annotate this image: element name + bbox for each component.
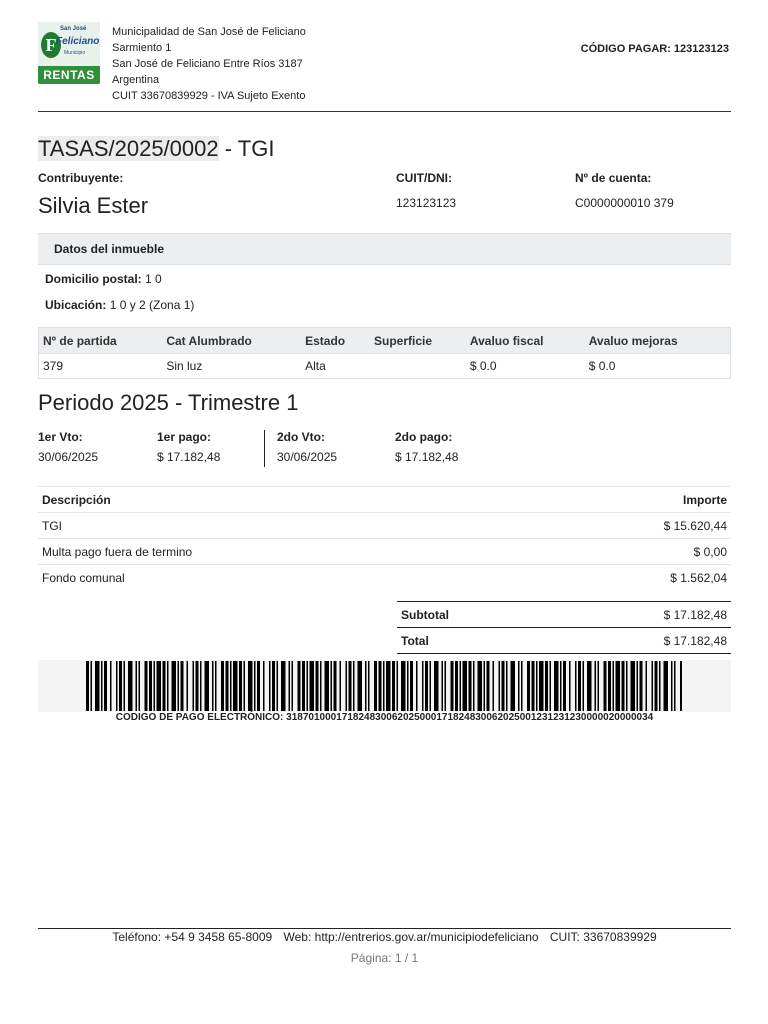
total-label: Total bbox=[397, 628, 544, 654]
municipality-logo bbox=[38, 22, 100, 84]
second-payment-label: 2do pago: bbox=[395, 430, 453, 444]
table-cell: Sin luz bbox=[166, 359, 203, 373]
postal-address bbox=[45, 272, 162, 286]
table-cell: $ 0.0 bbox=[469, 359, 497, 373]
table-row bbox=[38, 539, 731, 565]
issuer-cuit: CUIT 33670839929 - IVA Sujeto Exento bbox=[112, 90, 306, 102]
footer-web-link[interactable]: Web: http://entrerios.gov.ar/municipiodefeliciano bbox=[283, 930, 539, 944]
totals-table bbox=[397, 601, 731, 654]
taxpayer-label: Contribuyente: bbox=[38, 171, 124, 185]
column-header: Cat Alumbrado bbox=[162, 328, 301, 354]
footer-divider bbox=[38, 928, 731, 929]
pay-code: CÓDIGO PAGAR: 123123123 bbox=[580, 43, 729, 55]
property-section-header bbox=[38, 233, 731, 265]
document-number[interactable]: TASAS/2025/0002 bbox=[38, 136, 219, 161]
subtotal-row bbox=[397, 602, 731, 628]
cuit-value: 123123123 bbox=[396, 196, 457, 210]
subtotal-label: Subtotal bbox=[397, 602, 544, 628]
table-cell: 379 bbox=[43, 359, 64, 373]
first-due-label: 1er Vto: bbox=[38, 430, 83, 444]
item-description: Multa pago fuera de termino bbox=[38, 539, 515, 565]
page-number: Página: 1 / 1 bbox=[350, 951, 419, 965]
taxpayer-name: Silvia Ester bbox=[38, 193, 149, 218]
table-row bbox=[38, 565, 731, 591]
document-type: - TGI bbox=[218, 136, 275, 161]
due-divider bbox=[264, 430, 265, 467]
property-section-title: Datos del inmueble bbox=[54, 242, 165, 256]
issuer-country: Argentina bbox=[112, 74, 160, 86]
first-payment-label: 1er pago: bbox=[157, 430, 212, 444]
item-description: Fondo comunal bbox=[38, 565, 515, 591]
account-value: C0000000010 379 bbox=[575, 196, 674, 210]
second-due-value: 30/06/2025 bbox=[277, 450, 338, 464]
total-value: $ 17.182,48 bbox=[544, 628, 731, 654]
location-label: Ubicación: bbox=[45, 298, 107, 312]
issuer-street: Sarmiento 1 bbox=[112, 42, 172, 54]
description-header: Descripción bbox=[38, 487, 515, 513]
table-cell bbox=[370, 354, 466, 379]
charges-table-header bbox=[38, 487, 731, 513]
logo-f-icon: F bbox=[41, 32, 61, 58]
second-payment bbox=[395, 430, 458, 464]
column-header: Avaluo fiscal bbox=[466, 328, 585, 354]
property-table bbox=[38, 327, 731, 379]
document-title bbox=[38, 136, 274, 162]
logo-sub-text: Municipio bbox=[64, 50, 86, 56]
location-value: 1 0 y 2 (Zona 1) bbox=[109, 298, 195, 312]
table-row bbox=[38, 513, 731, 539]
logo-rentas-band: RENTAS bbox=[38, 67, 100, 84]
second-due-label: 2do Vto: bbox=[277, 430, 325, 444]
barcode-area bbox=[38, 660, 731, 712]
electronic-payment-code: CODIGO DE PAGO ELECTRÓNICO: 318701000171824830062025000171824830062025001231231230000020000034 bbox=[115, 712, 654, 723]
account-label: Nº de cuenta: bbox=[575, 171, 652, 185]
footer-contact bbox=[38, 930, 731, 944]
property-table-header bbox=[39, 328, 731, 354]
cuit-label: CUIT/DNI: bbox=[396, 171, 452, 185]
issuer-info bbox=[112, 24, 306, 104]
period-title: Periodo 2025 - Trimestre 1 bbox=[38, 390, 299, 415]
amount-header: Importe bbox=[515, 487, 731, 513]
table-cell: Alta bbox=[305, 359, 326, 373]
column-header: Nº de partida bbox=[39, 328, 163, 354]
second-payment-value: $ 17.182,48 bbox=[395, 450, 459, 464]
footer-cuit: CUIT: 33670839929 bbox=[549, 930, 657, 944]
first-payment bbox=[157, 430, 220, 464]
footer-phone: Teléfono: +54 9 3458 65-8009 bbox=[112, 930, 273, 944]
first-due bbox=[38, 430, 98, 464]
logo-main-text: Feliciano bbox=[56, 36, 100, 47]
subtotal-value: $ 17.182,48 bbox=[544, 602, 731, 628]
postal-address-value: 1 0 bbox=[145, 272, 162, 286]
first-payment-value: $ 17.182,48 bbox=[157, 450, 221, 464]
total-row bbox=[397, 628, 731, 654]
logo-small-text: San José bbox=[60, 26, 87, 32]
charges-table bbox=[38, 486, 731, 591]
issuer-name: Municipalidad de San José de Feliciano bbox=[112, 26, 306, 38]
second-due bbox=[277, 430, 337, 464]
table-cell: $ 0.0 bbox=[588, 359, 616, 373]
item-amount: $ 15.620,44 bbox=[515, 513, 731, 539]
item-amount: $ 1.562,04 bbox=[515, 565, 731, 591]
first-due-value: 30/06/2025 bbox=[38, 450, 99, 464]
column-header: Avaluo mejoras bbox=[585, 328, 731, 354]
postal-address-label: Domicilio postal: bbox=[45, 272, 142, 286]
issuer-city: San José de Feliciano Entre Ríos 3187 bbox=[112, 58, 303, 70]
column-header: Superficie bbox=[370, 328, 466, 354]
item-amount: $ 0,00 bbox=[515, 539, 731, 565]
item-description: TGI bbox=[38, 513, 515, 539]
document-header bbox=[38, 22, 731, 112]
table-row bbox=[39, 354, 731, 379]
barcode bbox=[86, 661, 682, 711]
location bbox=[45, 298, 194, 312]
column-header: Estado bbox=[301, 328, 370, 354]
